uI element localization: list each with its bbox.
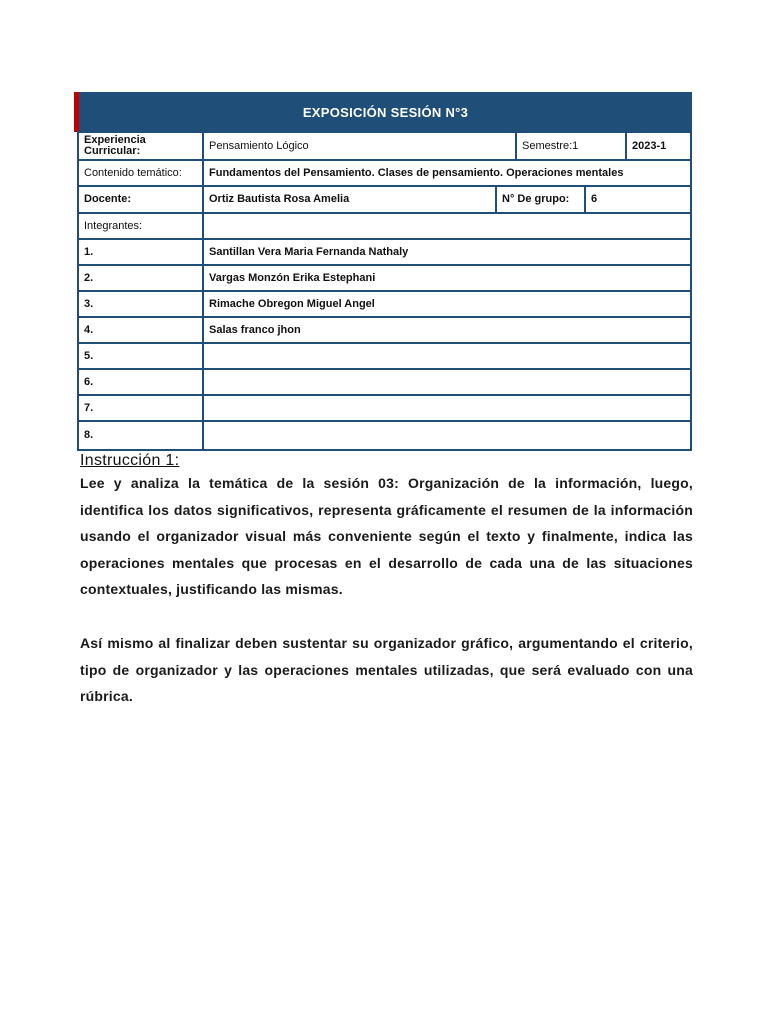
semestre-label: Semestre:1 [515, 131, 627, 161]
member-number: 1. [77, 238, 204, 266]
member-name [202, 368, 692, 396]
member-name: Vargas Monzón Erika Estephani [202, 264, 692, 292]
semestre-value: 2023-1 [625, 131, 692, 161]
instruction-paragraph-1: Lee y analiza la temática de la sesión 03: Organización de la información, luego, identifica los datos significativos, representa gráficamente el resumen de la información usando el organizador visual más conveniente según el texto y finalmente, indica las operaciones mentales que procesas en el desarrollo de cada una de las situaciones contextuales, justificando las mismas. [80, 475, 693, 597]
experiencia-value: Pensamiento Lógico [202, 131, 517, 161]
contenido-value: Fundamentos del Pensamiento. Clases de pensamiento. Operaciones mentales [202, 159, 692, 187]
member-number: 4. [77, 316, 204, 344]
member-name: Santillan Vera Maria Fernanda Nathaly [202, 238, 692, 266]
instruction-heading: Instrucción 1: [80, 452, 180, 469]
member-name [202, 342, 692, 370]
member-name [202, 394, 692, 422]
member-number: 7. [77, 394, 204, 422]
grupo-value: 6 [584, 185, 692, 214]
member-number: 6. [77, 368, 204, 396]
docente-label: Docente: [77, 185, 204, 214]
member-number: 8. [77, 420, 204, 451]
docente-value: Ortiz Bautista Rosa Amelia [202, 185, 497, 214]
integrantes-value [202, 212, 692, 240]
integrantes-label: Integrantes: [77, 212, 204, 240]
member-number: 2. [77, 264, 204, 292]
contenido-label: Contenido temático: [77, 159, 204, 187]
member-name [202, 420, 692, 451]
member-name: Salas franco jhon [202, 316, 692, 344]
page-title: EXPOSICIÓN SESIÓN N°3 [302, 104, 469, 120]
title-bar [74, 92, 692, 132]
info-table [77, 131, 692, 451]
grupo-label: N° De grupo: [495, 185, 586, 214]
member-number: 3. [77, 290, 204, 318]
member-name: Rimache Obregon Miguel Angel [202, 290, 692, 318]
member-number: 5. [77, 342, 204, 370]
experiencia-label: Experiencia Curricular: [77, 131, 204, 161]
instruction-paragraph-2: Así mismo al finalizar deben sustentar su organizador gráfico, argumentando el criterio, tipo de organizador y las operaciones mentales utilizadas, que será evaluado con una rúbrica. [80, 635, 693, 704]
